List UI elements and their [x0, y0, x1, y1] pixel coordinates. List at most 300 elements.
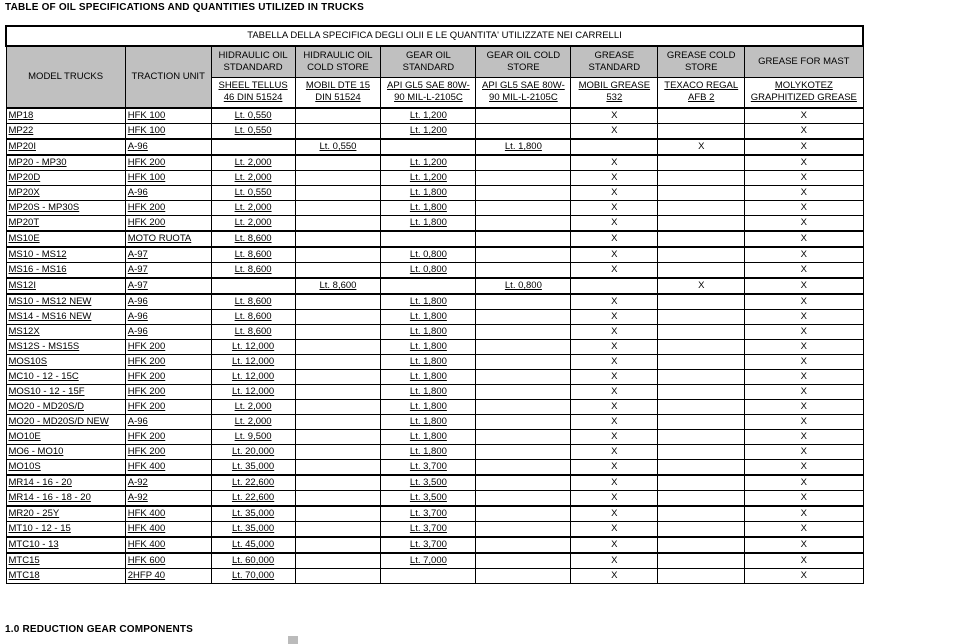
cell-grease-cold [658, 171, 745, 186]
header-hydraulic-cold: HIDRAULIC OIL COLD STORE [295, 46, 381, 77]
cell-grease-standard: X [571, 537, 658, 553]
spec-grease-standard: MOBIL GREASE 532 [571, 77, 658, 108]
cell-gear-standard [381, 370, 476, 385]
quantity-value: Lt. 0,550 [234, 187, 272, 198]
cell-hydraulic-standard [211, 247, 295, 263]
quantity-value: Lt. 1,200 [409, 172, 447, 183]
cell-hydraulic-cold [295, 201, 381, 216]
cell-grease-cold: X [658, 139, 745, 155]
cell-model: MO20 - MD20S/D [6, 400, 125, 415]
cell-traction: HFK 400 [125, 522, 211, 538]
header-grease-cold: GREASE COLD STORE [658, 46, 745, 77]
cell-grease-standard: X [571, 231, 658, 247]
quantity-value: Lt. 45,000 [231, 539, 275, 550]
cell-grease-mast: X [745, 294, 863, 310]
cell-traction: A-96 [125, 139, 211, 155]
cell-grease-cold [658, 400, 745, 415]
quantity-value: Lt. 1,800 [409, 296, 447, 307]
cell-grease-mast: X [745, 278, 863, 294]
quantity-value: Lt. 1,800 [409, 356, 447, 367]
quantity-value: Lt. 8,600 [234, 264, 272, 275]
cell-model: MO10E [6, 430, 125, 445]
cell-grease-standard: X [571, 385, 658, 400]
cell-model: MP20T [6, 216, 125, 232]
cell-gear-standard [381, 355, 476, 370]
cell-grease-cold [658, 263, 745, 279]
cell-model: MS10 - MS12 NEW [6, 294, 125, 310]
cell-grease-mast: X [745, 400, 863, 415]
cell-gear-cold [476, 385, 571, 400]
table-row [6, 201, 863, 216]
cell-gear-standard [381, 310, 476, 325]
cell-grease-cold [658, 216, 745, 232]
cell-grease-cold [658, 553, 745, 569]
cell-model: MS12X [6, 325, 125, 340]
quantity-value: Lt. 0,550 [234, 125, 272, 136]
cell-grease-mast: X [745, 231, 863, 247]
cell-hydraulic-cold [295, 370, 381, 385]
cell-traction: A-97 [125, 247, 211, 263]
cell-grease-mast: X [745, 430, 863, 445]
quantity-value: Lt. 1,200 [409, 110, 447, 121]
quantity-value: Lt. 0,800 [409, 249, 447, 260]
cell-grease-standard: X [571, 325, 658, 340]
quantity-value: Lt. 12,000 [231, 356, 275, 367]
cell-hydraulic-cold [295, 216, 381, 232]
cell-gear-cold [476, 415, 571, 430]
cell-grease-mast: X [745, 325, 863, 340]
cell-grease-mast: X [745, 171, 863, 186]
table-row [6, 216, 863, 232]
cell-hydraulic-standard [211, 415, 295, 430]
cell-gear-standard [381, 263, 476, 279]
table-row [6, 155, 863, 171]
quantity-value: Lt. 0,550 [234, 110, 272, 121]
quantity-value: Lt. 1,800 [409, 371, 447, 382]
quantity-value: Lt. 8,600 [319, 280, 357, 291]
cell-gear-cold [476, 124, 571, 140]
cell-grease-cold [658, 385, 745, 400]
header-model-trucks: MODEL TRUCKS [6, 46, 125, 108]
cell-hydraulic-standard [211, 445, 295, 460]
cell-grease-mast: X [745, 247, 863, 263]
cell-hydraulic-cold [295, 522, 381, 538]
cell-grease-mast: X [745, 201, 863, 216]
cell-gear-cold [476, 139, 571, 155]
cell-traction: HFK 200 [125, 216, 211, 232]
cell-grease-cold [658, 310, 745, 325]
cell-model: MS16 - MS16 [6, 263, 125, 279]
cell-traction: HFK 100 [125, 171, 211, 186]
cell-grease-mast: X [745, 385, 863, 400]
cell-grease-cold [658, 186, 745, 201]
cell-grease-mast: X [745, 355, 863, 370]
cell-grease-standard: X [571, 186, 658, 201]
section-heading: 1.0 REDUCTION GEAR COMPONENTS [5, 624, 194, 635]
cell-hydraulic-cold [295, 537, 381, 553]
cell-traction: A-96 [125, 325, 211, 340]
cell-gear-cold [476, 522, 571, 538]
cell-model: MTC15 [6, 553, 125, 569]
cell-gear-standard [381, 569, 476, 584]
quantity-value: Lt. 2,000 [234, 416, 272, 427]
table-row [6, 522, 863, 538]
cell-hydraulic-standard [211, 325, 295, 340]
cell-traction: HFK 600 [125, 553, 211, 569]
cell-grease-mast: X [745, 415, 863, 430]
cell-grease-cold [658, 231, 745, 247]
table-row [6, 355, 863, 370]
table-row [6, 385, 863, 400]
cell-grease-standard: X [571, 155, 658, 171]
cell-grease-cold [658, 522, 745, 538]
cell-grease-mast: X [745, 370, 863, 385]
cell-traction: A-96 [125, 415, 211, 430]
quantity-value: Lt. 1,200 [409, 157, 447, 168]
cell-gear-cold [476, 569, 571, 584]
cell-gear-cold [476, 553, 571, 569]
cell-grease-cold [658, 355, 745, 370]
cell-hydraulic-standard [211, 506, 295, 522]
quantity-value: Lt. 1,800 [504, 141, 542, 152]
quantity-value: Lt. 2,000 [234, 157, 272, 168]
cell-gear-cold [476, 506, 571, 522]
quantity-value: Lt. 1,200 [409, 125, 447, 136]
quantity-value: Lt. 8,600 [234, 311, 272, 322]
cell-gear-cold [476, 475, 571, 491]
header-gear-cold: GEAR OIL COLD STORE [476, 46, 571, 77]
cell-hydraulic-standard [211, 171, 295, 186]
cell-hydraulic-cold [295, 415, 381, 430]
cell-model: MR20 - 25Y [6, 506, 125, 522]
quantity-value: Lt. 60,000 [231, 555, 275, 566]
cell-gear-cold [476, 155, 571, 171]
cell-model: MP20X [6, 186, 125, 201]
cell-grease-mast: X [745, 569, 863, 584]
cell-grease-mast: X [745, 340, 863, 355]
cell-grease-mast: X [745, 186, 863, 201]
cell-grease-standard: X [571, 415, 658, 430]
cell-hydraulic-standard [211, 201, 295, 216]
quantity-value: Lt. 3,700 [409, 461, 447, 472]
cell-model: MP18 [6, 108, 125, 124]
cell-gear-standard [381, 415, 476, 430]
cell-gear-cold [476, 171, 571, 186]
cell-hydraulic-cold [295, 186, 381, 201]
table-row [6, 553, 863, 569]
cell-hydraulic-cold [295, 430, 381, 445]
cell-hydraulic-cold [295, 569, 381, 584]
cell-model: MS10 - MS12 [6, 247, 125, 263]
cell-grease-cold: X [658, 278, 745, 294]
cell-hydraulic-standard [211, 430, 295, 445]
table-row [6, 400, 863, 415]
cell-gear-cold [476, 310, 571, 325]
cell-gear-cold [476, 400, 571, 415]
cell-grease-standard: X [571, 310, 658, 325]
cell-grease-cold [658, 247, 745, 263]
cell-gear-cold [476, 263, 571, 279]
cell-hydraulic-cold [295, 247, 381, 263]
quantity-value: Lt. 70,000 [231, 570, 275, 581]
cell-gear-standard [381, 155, 476, 171]
cell-hydraulic-standard [211, 216, 295, 232]
cell-grease-cold [658, 201, 745, 216]
cell-hydraulic-cold [295, 231, 381, 247]
cell-gear-standard [381, 171, 476, 186]
cell-grease-mast: X [745, 506, 863, 522]
cell-grease-cold [658, 491, 745, 507]
cell-gear-standard [381, 445, 476, 460]
cell-gear-cold [476, 537, 571, 553]
table-body [6, 108, 863, 584]
cell-grease-mast: X [745, 475, 863, 491]
cell-traction: A-92 [125, 475, 211, 491]
cell-grease-standard [571, 278, 658, 294]
cell-traction: A-97 [125, 263, 211, 279]
cell-gear-cold [476, 278, 571, 294]
cell-grease-cold [658, 294, 745, 310]
quantity-value: Lt. 1,800 [409, 401, 447, 412]
cell-gear-standard [381, 522, 476, 538]
cell-grease-cold [658, 124, 745, 140]
cell-grease-cold [658, 506, 745, 522]
cell-gear-cold [476, 460, 571, 476]
cell-gear-standard [381, 385, 476, 400]
cell-gear-cold [476, 340, 571, 355]
cell-traction: HFK 200 [125, 340, 211, 355]
quantity-value: Lt. 0,550 [319, 141, 357, 152]
cell-model: MO10S [6, 460, 125, 476]
cell-gear-standard [381, 400, 476, 415]
cell-hydraulic-cold [295, 278, 381, 294]
cell-model: MO6 - MO10 [6, 445, 125, 460]
quantity-value: Lt. 1,800 [409, 326, 447, 337]
cell-hydraulic-standard [211, 294, 295, 310]
quantity-value: Lt. 35,000 [231, 523, 275, 534]
cell-traction: A-97 [125, 278, 211, 294]
cell-gear-cold [476, 231, 571, 247]
cell-grease-cold [658, 340, 745, 355]
cell-gear-standard [381, 430, 476, 445]
cell-traction: HFK 200 [125, 155, 211, 171]
cell-traction: HFK 100 [125, 108, 211, 124]
cell-gear-cold [476, 325, 571, 340]
table-row [6, 475, 863, 491]
cell-gear-cold [476, 430, 571, 445]
spec-gear-standard: API GL5 SAE 80W-90 MIL-L-2105C [381, 77, 476, 108]
cell-gear-cold [476, 108, 571, 124]
quantity-value: Lt. 35,000 [231, 508, 275, 519]
cell-grease-mast: X [745, 522, 863, 538]
quantity-value: Lt. 1,800 [409, 431, 447, 442]
cell-grease-mast: X [745, 491, 863, 507]
quantity-value: Lt. 1,800 [409, 416, 447, 427]
cell-hydraulic-cold [295, 460, 381, 476]
cell-hydraulic-standard [211, 278, 295, 294]
cell-hydraulic-standard [211, 553, 295, 569]
cell-hydraulic-cold [295, 155, 381, 171]
cell-model: MS12S - MS15S [6, 340, 125, 355]
cell-grease-standard: X [571, 445, 658, 460]
cell-grease-standard: X [571, 247, 658, 263]
cell-grease-cold [658, 108, 745, 124]
cell-hydraulic-standard [211, 522, 295, 538]
cell-grease-standard: X [571, 475, 658, 491]
table-caption: TABELLA DELLA SPECIFICA DEGLI OLII E LE QUANTITA' UTILIZZATE NEI CARRELLI [6, 26, 863, 46]
cell-grease-cold [658, 415, 745, 430]
table-row [6, 430, 863, 445]
quantity-value: Lt. 35,000 [231, 461, 275, 472]
cell-traction: HFK 200 [125, 430, 211, 445]
cell-grease-standard: X [571, 171, 658, 186]
cell-traction: A-92 [125, 491, 211, 507]
cell-hydraulic-cold [295, 310, 381, 325]
cell-grease-standard: X [571, 124, 658, 140]
table-row [6, 247, 863, 263]
cell-model: MP22 [6, 124, 125, 140]
cell-model: MOS10S [6, 355, 125, 370]
header-grease-mast: GREASE FOR MAST [745, 46, 863, 77]
table-row [6, 108, 863, 124]
table-row [6, 460, 863, 476]
cell-hydraulic-cold [295, 124, 381, 140]
quantity-value: Lt. 0,800 [504, 280, 542, 291]
cell-hydraulic-cold [295, 325, 381, 340]
cell-hydraulic-standard [211, 231, 295, 247]
quantity-value: Lt. 2,000 [234, 217, 272, 228]
cell-traction: HFK 400 [125, 537, 211, 553]
table-row [6, 263, 863, 279]
cell-hydraulic-cold [295, 491, 381, 507]
quantity-value: Lt. 1,800 [409, 386, 447, 397]
cell-traction: 2HFP 40 [125, 569, 211, 584]
cell-grease-standard: X [571, 491, 658, 507]
spec-grease-cold: TEXACO REGAL AFB 2 [658, 77, 745, 108]
cell-hydraulic-standard [211, 139, 295, 155]
cell-gear-standard [381, 278, 476, 294]
quantity-value: Lt. 12,000 [231, 341, 275, 352]
spec-grease-mast: MOLYKOTEZ GRAPHITIZED GREASE [745, 77, 863, 108]
table-row [6, 310, 863, 325]
cell-traction: A-96 [125, 186, 211, 201]
cell-grease-standard: X [571, 569, 658, 584]
quantity-value: Lt. 8,600 [234, 326, 272, 337]
spec-gear-cold: API GL5 SAE 80W-90 MIL-L-2105C [476, 77, 571, 108]
cell-grease-mast: X [745, 537, 863, 553]
cell-gear-standard [381, 553, 476, 569]
cell-gear-standard [381, 216, 476, 232]
cell-gear-cold [476, 201, 571, 216]
cell-gear-standard [381, 124, 476, 140]
table-row [6, 231, 863, 247]
cell-gear-cold [476, 355, 571, 370]
table-row [6, 445, 863, 460]
cell-model: MS14 - MS16 NEW [6, 310, 125, 325]
quantity-value: Lt. 2,000 [234, 202, 272, 213]
cell-grease-mast: X [745, 310, 863, 325]
cell-grease-cold [658, 537, 745, 553]
cell-traction: A-96 [125, 310, 211, 325]
cell-gear-standard [381, 108, 476, 124]
cell-model: MC10 - 12 - 15C [6, 370, 125, 385]
cell-gear-standard [381, 475, 476, 491]
header-gear-standard: GEAR OIL STANDARD [381, 46, 476, 77]
cell-traction: MOTO RUOTA [125, 231, 211, 247]
cell-gear-cold [476, 370, 571, 385]
cell-grease-standard: X [571, 460, 658, 476]
cell-model: MP20I [6, 139, 125, 155]
cell-gear-cold [476, 186, 571, 201]
header-traction-unit: TRACTION UNIT [125, 46, 211, 108]
cell-grease-standard: X [571, 263, 658, 279]
cell-grease-standard: X [571, 340, 658, 355]
cell-traction: A-96 [125, 294, 211, 310]
cell-hydraulic-standard [211, 310, 295, 325]
cell-hydraulic-standard [211, 491, 295, 507]
quantity-value: Lt. 0,800 [409, 264, 447, 275]
table-row [6, 506, 863, 522]
cell-hydraulic-cold [295, 340, 381, 355]
quantity-value: Lt. 3,700 [409, 508, 447, 519]
cell-grease-cold [658, 325, 745, 340]
cell-gear-standard [381, 537, 476, 553]
cell-grease-mast: X [745, 445, 863, 460]
cell-hydraulic-cold [295, 445, 381, 460]
spec-hydraulic-standard: SHEEL TELLUS 46 DIN 51524 [211, 77, 295, 108]
cell-hydraulic-cold [295, 385, 381, 400]
cell-grease-cold [658, 155, 745, 171]
quantity-value: Lt. 7,000 [409, 555, 447, 566]
cell-hydraulic-standard [211, 537, 295, 553]
cell-hydraulic-standard [211, 340, 295, 355]
cell-gear-standard [381, 325, 476, 340]
quantity-value: Lt. 9,500 [234, 431, 272, 442]
cell-grease-mast: X [745, 460, 863, 476]
quantity-value: Lt. 2,000 [234, 401, 272, 412]
cell-grease-standard: X [571, 201, 658, 216]
quantity-value: Lt. 1,800 [409, 187, 447, 198]
cell-hydraulic-cold [295, 400, 381, 415]
cell-gear-standard [381, 247, 476, 263]
cell-model: MR14 - 16 - 18 - 20 [6, 491, 125, 507]
cell-gear-standard [381, 340, 476, 355]
cell-gear-cold [476, 445, 571, 460]
cell-hydraulic-standard [211, 400, 295, 415]
cell-grease-standard: X [571, 400, 658, 415]
cell-hydraulic-cold [295, 171, 381, 186]
cell-grease-standard: X [571, 370, 658, 385]
cell-grease-cold [658, 475, 745, 491]
cell-grease-mast: X [745, 155, 863, 171]
quantity-value: Lt. 3,500 [409, 492, 447, 503]
cell-model: MTC18 [6, 569, 125, 584]
cell-gear-standard [381, 186, 476, 201]
cell-hydraulic-standard [211, 355, 295, 370]
cell-model: MS10E [6, 231, 125, 247]
cell-grease-mast: X [745, 553, 863, 569]
page-fragment-icon [288, 636, 298, 644]
table-row [6, 278, 863, 294]
table-row [6, 491, 863, 507]
table-row [6, 340, 863, 355]
oil-spec-table-container [5, 25, 864, 584]
cell-grease-standard: X [571, 553, 658, 569]
cell-model: MOS10 - 12 - 15F [6, 385, 125, 400]
cell-hydraulic-cold [295, 475, 381, 491]
quantity-value: Lt. 22,600 [231, 492, 275, 503]
table-row [6, 294, 863, 310]
